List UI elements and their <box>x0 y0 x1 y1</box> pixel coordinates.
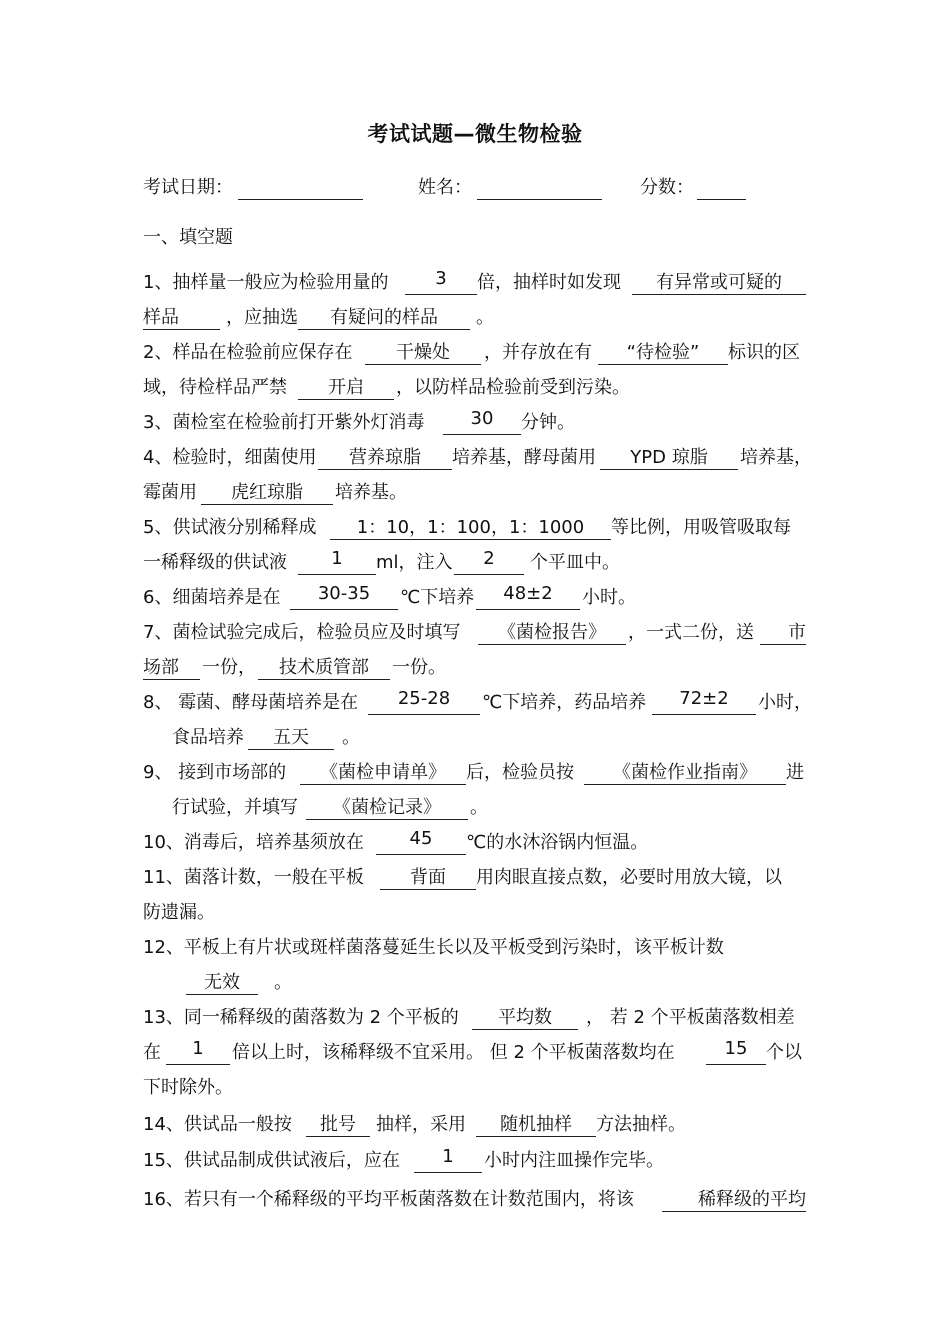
question-4-cont <box>0 478 950 512</box>
question-text: 13、同一稀释级的菌落数为 2 个平板的 <box>143 1007 459 1028</box>
question-13 <box>0 1003 950 1037</box>
question-text: 9、 接到市场部的 <box>143 762 287 783</box>
page-title: 考试试题—微生物检验 <box>367 122 583 146</box>
question-13-cont <box>0 1038 950 1072</box>
section-heading: 一、填空题 <box>143 227 233 248</box>
question-15 <box>0 1146 950 1180</box>
question-text: 食品培养 <box>172 727 244 748</box>
answer-blank: “待检验” <box>598 338 728 365</box>
question-text: 下时除外。 <box>143 1077 233 1098</box>
question-7-cont <box>0 653 950 687</box>
answer-blank: 《菌检申请单》 <box>300 758 466 785</box>
answer-blank: 1 <box>414 1146 482 1173</box>
question-text: ，以防样品检验前受到污染。 <box>396 377 630 398</box>
question-text: ， 若 2 个平板菌落数相差 <box>586 1007 795 1028</box>
answer-blank: 平均数 <box>472 1003 578 1030</box>
question-text: 7、菌检试验完成后，检验员应及时填写 <box>143 622 461 643</box>
answer-blank: 3 <box>405 268 477 295</box>
question-text: 15、供试品制成供试液后，应在 <box>143 1150 400 1171</box>
answer-blank: 45 <box>376 828 466 855</box>
question-12-cont <box>0 968 950 1002</box>
question-text: 11、菌落计数，一般在平板 <box>143 867 364 888</box>
question-text: 培养基。 <box>335 482 407 503</box>
question-text: 培养基， <box>740 447 812 468</box>
answer-blank: 15 <box>706 1038 766 1065</box>
question-text: 域，待检样品严禁 <box>143 377 287 398</box>
question-text: 一稀释级的供试液 <box>143 552 287 573</box>
question-8 <box>0 688 950 722</box>
score-field[interactable] <box>697 199 746 200</box>
question-text: 12、平板上有片状或斑样菌落蔓延生长以及平板受到污染时，该平板计数 <box>143 937 724 958</box>
answer-blank: 30-35 <box>290 583 398 610</box>
answer-blank: 五天 <box>248 723 334 750</box>
question-5 <box>0 513 950 547</box>
answer-blank: 1 <box>166 1038 230 1065</box>
question-text: 。 <box>476 307 494 328</box>
answer-blank: 1 <box>298 548 376 575</box>
question-text: 用肉眼直接点数，必要时用放大镜，以 <box>476 867 782 888</box>
question-text: 一份， <box>202 657 256 678</box>
answer-blank: 样品 <box>143 303 220 330</box>
question-text: 个平皿中。 <box>530 552 620 573</box>
question-text: 8、 霉菌、酵母菌培养是在 <box>143 692 359 713</box>
question-text: 倍，抽样时如发现 <box>477 272 621 293</box>
question-text: 分钟。 <box>521 412 575 433</box>
question-5-cont <box>0 548 950 582</box>
question-text: 2、样品在检验前应保存在 <box>143 342 353 363</box>
question-text: 。 <box>342 727 360 748</box>
question-14 <box>0 1110 950 1144</box>
question-10 <box>0 828 950 862</box>
question-text: 方法抽样。 <box>596 1114 686 1135</box>
question-text: 培养基，酵母菌用 <box>452 447 596 468</box>
question-text: 小时内注皿操作完毕。 <box>484 1150 664 1171</box>
question-text: 霉菌用 <box>143 482 197 503</box>
question-text: ，应抽选 <box>226 307 298 328</box>
question-text: 。 <box>470 797 488 818</box>
answer-blank: 稀释级的平均 <box>662 1185 806 1212</box>
question-text: 3、菌检室在检验前打开紫外灯消毒 <box>143 412 425 433</box>
score-label: 分数： <box>640 177 694 198</box>
question-13-cont2 <box>0 1073 950 1107</box>
question-9-cont <box>0 793 950 827</box>
question-text: 1、抽样量一般应为检验用量的 <box>143 272 389 293</box>
question-12 <box>0 933 950 967</box>
answer-blank: 营养琼脂 <box>318 443 452 470</box>
answer-blank: YPD 琼脂 <box>600 443 738 470</box>
question-text: ℃下培养 <box>400 587 475 608</box>
answer-blank: 技术质管部 <box>258 653 390 680</box>
answer-blank: 72±2 <box>652 688 756 715</box>
answer-blank: 有异常或可疑的 <box>632 268 806 295</box>
question-text: 后，检验员按 <box>466 762 574 783</box>
question-2 <box>0 338 950 372</box>
question-9 <box>0 758 950 792</box>
name-field[interactable] <box>477 199 602 200</box>
answer-blank: 25-28 <box>368 688 480 715</box>
answer-blank: 有疑问的样品 <box>298 303 470 330</box>
answer-blank: 虎红琼脂 <box>201 478 333 505</box>
question-text: 10、消毒后，培养基须放在 <box>143 832 364 853</box>
question-text: 在 <box>143 1042 161 1063</box>
answer-blank: 1：10，1：100，1：1000 <box>330 513 611 540</box>
question-11 <box>0 863 950 897</box>
answer-blank: 《菌检记录》 <box>306 793 468 820</box>
answer-blank: 背面 <box>380 863 476 890</box>
question-text: 抽样，采用 <box>376 1114 466 1135</box>
question-text: 进 <box>786 762 804 783</box>
question-text: 。 <box>274 972 292 993</box>
question-text: 4、检验时，细菌使用 <box>143 447 317 468</box>
question-text: 小时， <box>758 692 812 713</box>
question-6 <box>0 583 950 617</box>
answer-blank: 市 <box>760 618 806 645</box>
question-text: 等比例，用吸管吸取每 <box>611 517 791 538</box>
question-1 <box>0 268 950 302</box>
exam-header <box>0 173 950 203</box>
question-text: 5、供试液分别稀释成 <box>143 517 317 538</box>
date-field[interactable] <box>238 199 363 200</box>
question-text: 个以 <box>766 1042 802 1063</box>
answer-blank: 30 <box>443 408 521 435</box>
question-text: 倍以上时，该稀释级不宜采用。 但 2 个平板菌落数均在 <box>232 1042 675 1063</box>
answer-blank: 无效 <box>186 968 258 995</box>
question-text: ml，注入 <box>376 552 453 573</box>
answer-blank: 干燥处 <box>365 338 481 365</box>
question-text: 一份。 <box>392 657 446 678</box>
question-text: 标识的区 <box>728 342 800 363</box>
question-text: 小时。 <box>582 587 636 608</box>
question-2-cont <box>0 373 950 407</box>
name-label: 姓名： <box>418 177 472 198</box>
answer-blank: 随机抽样 <box>476 1110 596 1137</box>
question-16 <box>0 1185 950 1219</box>
question-text: 6、细菌培养是在 <box>143 587 281 608</box>
answer-blank: 2 <box>454 548 524 575</box>
question-text: ，一式二份，送 <box>628 622 754 643</box>
answer-blank: 场部 <box>143 653 200 680</box>
question-text: ℃的水沐浴锅内恒温。 <box>466 832 649 853</box>
answer-blank: 批号 <box>306 1110 370 1137</box>
question-text: 防遗漏。 <box>143 902 215 923</box>
question-text: 14、供试品一般按 <box>143 1114 292 1135</box>
question-8-cont <box>0 723 950 757</box>
answer-blank: 《菌检报告》 <box>478 618 626 645</box>
question-7 <box>0 618 950 652</box>
question-text: ，并存放在有 <box>484 342 592 363</box>
question-text: ℃下培养，药品培养 <box>482 692 647 713</box>
answer-blank: 48±2 <box>476 583 580 610</box>
question-11-cont <box>0 898 950 932</box>
question-1-cont <box>0 303 950 337</box>
question-text: 行试验，并填写 <box>172 797 298 818</box>
question-3 <box>0 408 950 442</box>
date-label: 考试日期： <box>143 177 233 198</box>
question-text: 16、若只有一个稀释级的平均平板菌落数在计数范围内，将该 <box>143 1189 634 1210</box>
question-4 <box>0 443 950 477</box>
answer-blank: 开启 <box>298 373 394 400</box>
answer-blank: 《菌检作业指南》 <box>584 758 786 785</box>
